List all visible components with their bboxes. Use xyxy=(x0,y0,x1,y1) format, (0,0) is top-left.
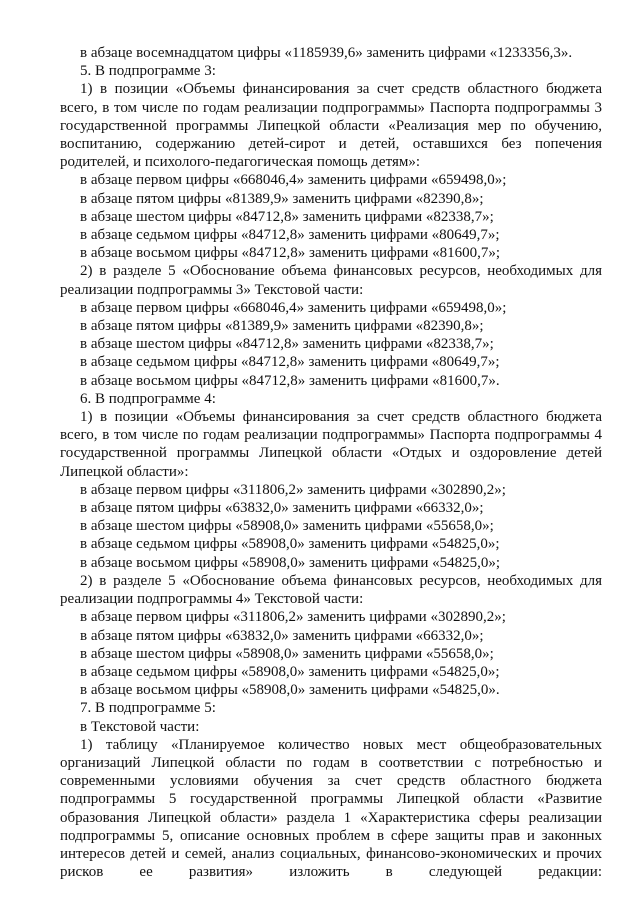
text-line-10: в абзаце первом цифры «668046,4» заменить цифрами «659498,0»; xyxy=(80,299,507,316)
text-line-21: в абзаце восьмом цифры «58908,0» заменить цифрами «54825,0»; xyxy=(80,554,501,571)
text-line-26: в абзаце седьмом цифры «58908,0» заменить цифрами «54825,0»; xyxy=(80,663,500,680)
paragraph-3-2 xyxy=(60,262,602,298)
text-line-13: в абзаце седьмом цифры «84712,8» заменить цифрами «80649,7»; xyxy=(80,354,500,371)
document-page xyxy=(60,44,602,881)
text-line-28: 7. В подпрограмме 5: xyxy=(80,700,216,717)
text-line-14: в абзаце восьмом цифры «84712,8» заменить цифрами «81600,7». xyxy=(80,372,500,389)
text-line-8: в абзаце восьмом цифры «84712,8» заменить цифрами «81600,7»; xyxy=(80,245,501,262)
text-line-17: в абзаце первом цифры «311806,2» заменить цифрами «302890,2»; xyxy=(80,481,506,498)
text-line-23: в абзаце первом цифры «311806,2» заменить цифрами «302890,2»; xyxy=(80,609,506,626)
text-line-7: в абзаце седьмом цифры «84712,8» заменить цифрами «80649,7»; xyxy=(80,227,500,244)
text-line-6: в абзаце шестом цифры «84712,8» заменить цифрами «82338,7»; xyxy=(80,208,494,225)
text-line-12: в абзаце шестом цифры «84712,8» заменить цифрами «82338,7»; xyxy=(80,336,494,353)
paragraph-4-2-text: 2) в разделе 5 «Обоснование объема финансовых ресурсов, необходимых для реализации подпрограммы 4» Текстовой части: xyxy=(60,572,602,608)
text-line-27: в абзаце восьмом цифры «58908,0» заменить цифрами «54825,0». xyxy=(80,682,500,699)
text-line-11: в абзаце пятом цифры «81389,9» заменить цифрами «82390,8»; xyxy=(80,318,484,335)
text-line-19: в абзаце шестом цифры «58908,0» заменить цифрами «55658,0»; xyxy=(80,518,494,535)
text-line-25: в абзаце шестом цифры «58908,0» заменить цифрами «55658,0»; xyxy=(80,645,494,662)
paragraph-4-1 xyxy=(60,408,602,481)
paragraph-5-1 xyxy=(60,736,602,882)
paragraph-4-2 xyxy=(60,572,602,608)
text-line-1: в абзаце восемнадцатом цифры «1185939,6» заменить цифрами «1233356,3». xyxy=(80,45,573,61)
text-line-5: в абзаце пятом цифры «81389,9» заменить цифрами «82390,8»; xyxy=(80,190,484,207)
text-line-29: в Текстовой части: xyxy=(80,718,200,735)
text-line-15: 6. В подпрограмме 4: xyxy=(80,390,216,407)
paragraph-3-1-text: 1) в позиции «Объемы финансирования за счет средств областного бюджета всего, в том числе по годам реализации подпрограммы» Паспорта подпрограммы 3 государственной программы Липецкой области «Реализация мер по обучению, воспитанию, содержанию детей-сирот и детей, оставшихся без попечения родителей, и психолого-педагогическая помощь детям»: xyxy=(60,81,602,171)
paragraph-3-1 xyxy=(60,80,602,171)
text-line-20: в абзаце седьмом цифры «58908,0» заменить цифрами «54825,0»; xyxy=(80,536,500,553)
text-line-24: в абзаце пятом цифры «63832,0» заменить цифрами «66332,0»; xyxy=(80,627,484,644)
paragraph-3-2-text: 2) в разделе 5 «Обоснование объема финансовых ресурсов, необходимых для реализации подпрограммы 3» Текстовой части: xyxy=(60,263,602,298)
text-line-18: в абзаце пятом цифры «63832,0» заменить цифрами «66332,0»; xyxy=(80,500,484,517)
paragraph-5-1-text: 1) таблицу «Планируемое количество новых мест общеобразовательных организаций Липецкой области по годам в соответствии с потребностью и современными условиями обучения за счет средств областного бюджета подпрограммы 5 государственной программы Липецкой области «Развитие образования Липецкой области» раздела 1 «Характеристика сферы реализации подпрограммы 5, описание основных проблем в сфере защиты прав и законных интересов детей и семей, анализ социальных, финансово-экономических и прочих рисков ее развития» изложить в следующей редакции: xyxy=(60,736,602,881)
paragraph-4-1-text: 1) в позиции «Объемы финансирования за счет средств областного бюджета всего, в том числе по годам реализации подпрограммы» Паспорта подпрограммы 4 государственной программы Липецкой области «Отдых и оздоровление детей Липецкой области»: xyxy=(60,409,602,480)
text-line-4: в абзаце первом цифры «668046,4» заменить цифрами «659498,0»; xyxy=(80,172,507,189)
text-line-2: 5. В подпрограмме 3: xyxy=(80,63,216,80)
